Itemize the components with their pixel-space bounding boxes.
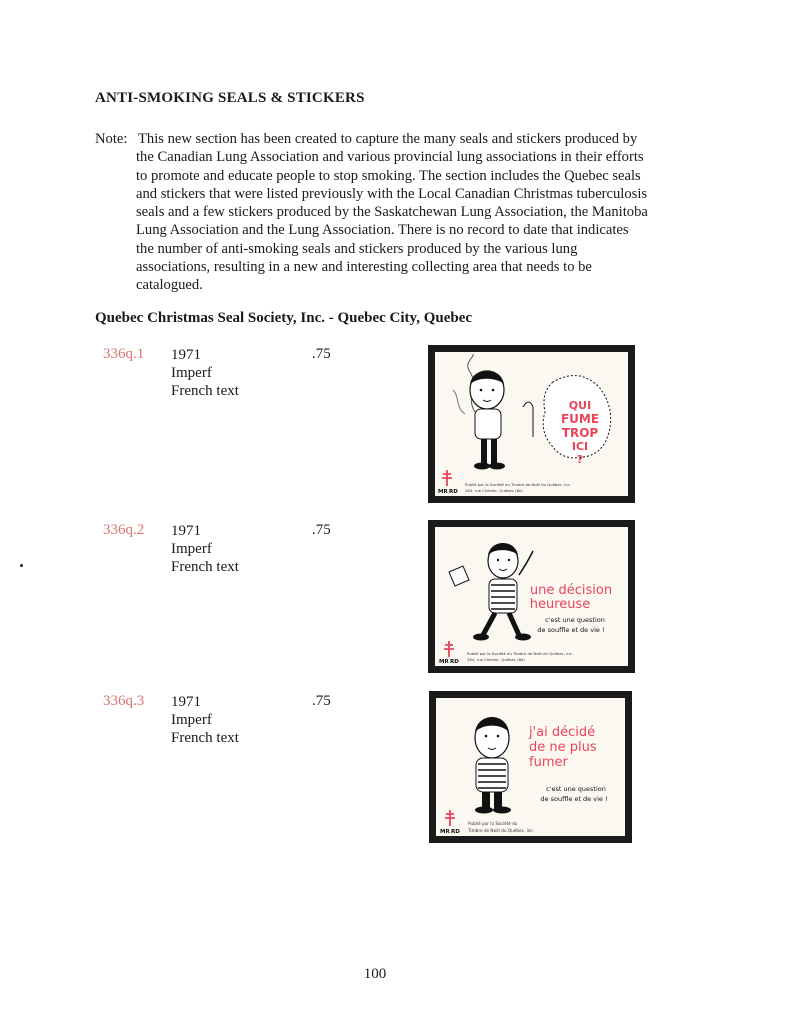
entry-year: 1971	[171, 523, 201, 539]
note-paragraph	[95, 130, 735, 295]
stamp-headline: heureuse	[529, 597, 591, 612]
stamp-tagline: c'est une question	[545, 616, 605, 624]
entry-language: French text	[171, 730, 239, 746]
catalog-number: 336q.1	[103, 346, 145, 362]
stamp-headline: j'ai décidé	[529, 725, 596, 740]
entry-language: French text	[171, 383, 239, 399]
catalog-number: 336q.3	[103, 693, 145, 709]
note-line: seals and a few stickers produced by the Saskatchewan Lung Association, the Manitoba	[136, 204, 648, 221]
entry-description	[171, 346, 239, 400]
society-heading: Quebec Christmas Seal Society, Inc. - Quebec City, Quebec	[95, 310, 473, 326]
stamp-tagline: de souffle et de vie !	[537, 626, 605, 634]
stamp-headline: une décision	[529, 583, 613, 598]
stamp-initials: MR	[439, 659, 449, 665]
entry-price: .75	[312, 693, 331, 709]
note-line: and stickers that were listed previously with the Local Canadian Christmas tuberculosis	[136, 185, 648, 202]
stamp-image-336q1	[428, 345, 635, 503]
bubble-line: FUME	[560, 412, 600, 426]
note-line: catalogued.	[136, 277, 203, 294]
catalog-entry	[0, 346, 800, 516]
stamp-tagline: c'est une question	[546, 785, 606, 793]
note-line: associations, resulting in a new and interesting collecting area that needs to be	[136, 259, 592, 276]
entry-description	[171, 522, 239, 576]
note-line: This new section has been created to capture the many seals and stickers produced by	[138, 131, 638, 147]
stamp-initials: RD	[451, 829, 460, 835]
note-line: the Canadian Lung Association and various provincial lung associations in their efforts	[136, 149, 644, 166]
bubble-line: ?	[576, 453, 584, 466]
stamp-publisher: Timbre de Noël du Québec, inc.	[468, 828, 535, 833]
note-line: the number of anti-smoking seals and stickers produced by the various lung	[136, 240, 578, 257]
stamp-headline: de ne plus	[529, 740, 597, 755]
stamp-tagline: de souffle et de vie !	[540, 795, 608, 803]
entry-language: French text	[171, 559, 239, 575]
stamp-initials: MR	[438, 489, 448, 495]
bubble-line: TROP	[561, 426, 599, 440]
stamp-initials: RD	[449, 489, 458, 495]
bubble-line: ICI	[571, 440, 589, 453]
entry-format: Imperf	[171, 712, 212, 728]
entry-year: 1971	[171, 347, 201, 363]
stamp-initials: MR	[440, 829, 450, 835]
section-heading: ANTI-SMOKING SEALS & STICKERS	[95, 90, 365, 106]
entry-format: Imperf	[171, 541, 212, 557]
stamp-image-336q3	[429, 691, 632, 843]
stamp-publisher: Publié par la Société du Timbre de Noël du Québec, inc.	[465, 482, 571, 487]
stamp-image-336q2	[428, 520, 635, 673]
entry-description	[171, 693, 239, 747]
stamp-publisher: 264, rue Chénier, Québec (8e)	[465, 488, 523, 493]
catalog-entry	[0, 522, 800, 692]
entry-format: Imperf	[171, 365, 212, 381]
entry-year: 1971	[171, 694, 201, 710]
entry-price: .75	[312, 522, 331, 538]
page-number: 100	[363, 966, 387, 982]
catalog-entry	[0, 693, 800, 863]
stamp-publisher: 264, rue Chénier, Québec (8e)	[467, 657, 525, 662]
stamp-publisher: Publié par la Société du Timbre de Noël du Québec, inc.	[467, 651, 573, 656]
entry-price: .75	[312, 346, 331, 362]
stamp-publisher: Publié par la Société du	[468, 821, 518, 826]
note-line: Lung Association and the Lung Association. There is no record to date that indicates	[136, 222, 629, 239]
note-line: to promote and educate people to stop smoking. The section includes the Quebec seals	[136, 167, 641, 184]
stamp-initials: RD	[450, 659, 459, 665]
bubble-line: QUI	[568, 399, 592, 412]
stamp-headline: fumer	[529, 755, 568, 770]
note-label: Note:	[95, 131, 128, 147]
catalog-number: 336q.2	[103, 522, 145, 538]
